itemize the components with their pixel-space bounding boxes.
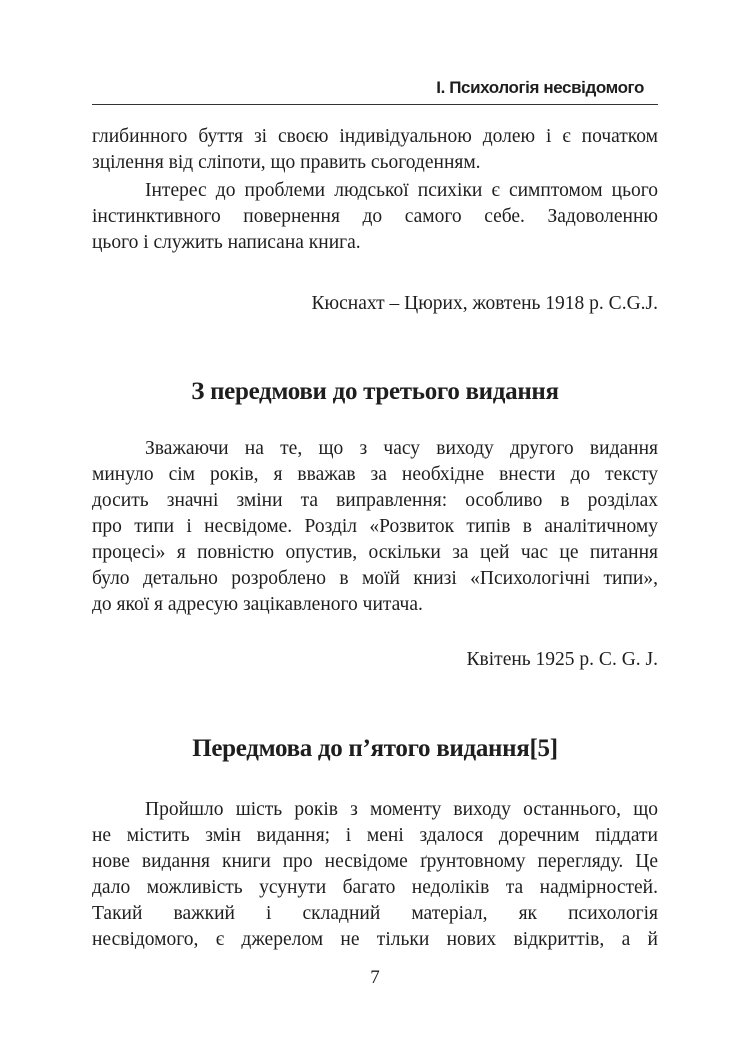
- text-line: нове видання книги про несвідоме ґрунтовному перегляду. Це: [92, 851, 658, 872]
- page-number: 7: [370, 967, 380, 988]
- text-line: про типи і несвідоме. Розділ «Розвиток типів в аналітичному: [92, 516, 658, 537]
- text-line: несвідомого, є джерелом не тільки нових відкриттів, а й: [92, 929, 658, 950]
- text-line: Пройшло шість років з моменту виходу останнього, що: [145, 799, 658, 820]
- signature: Кюснахт – Цюрих, жовтень 1918 р. C.G.J.: [311, 293, 658, 314]
- signature: Квітень 1925 р. C. G. J.: [466, 649, 658, 670]
- text-line: було детально розроблено в моїй книзі «Психологічні типи»,: [92, 568, 658, 589]
- text-line: Такий важкий і складний матеріал, як психологія: [92, 903, 658, 924]
- text-line: дало можливість усунути багато недоліків та надмірностей.: [92, 877, 658, 898]
- section-heading: З передмови до третього видання: [191, 378, 559, 405]
- text-line: цього і служить написана книга.: [92, 232, 361, 253]
- text-line: зцілення від сліпоти, що править сьогоденням.: [92, 152, 481, 173]
- text-line: процесі» я повністю опустив, оскільки за цей час це питання: [92, 542, 658, 563]
- text-line: Інтерес до проблеми людської психіки є симптомом цього: [145, 180, 658, 201]
- text-line: не містить змін видання; і мені здалося доречним піддати: [92, 825, 658, 846]
- text-line: минуло сім років, я вважав за необхідне внести до тексту: [92, 464, 658, 485]
- running-title: І. Психологія несвідомого: [436, 78, 644, 97]
- text-line: інстинктивного повернення до самого себе. Задоволенню: [92, 206, 658, 227]
- section-heading: Передмова до п’ятого видання[5]: [192, 735, 558, 762]
- text-line: досить значні зміни та виправлення: особливо в розділах: [92, 490, 658, 511]
- text-line: до якої я адресую зацікавленого читача.: [92, 594, 423, 615]
- text-line: Зважаючи на те, що з часу виходу другого видання: [145, 438, 658, 459]
- running-header: [92, 68, 658, 105]
- text-line: глибинного буття зі своєю індивідуальною долею і є початком: [92, 126, 658, 147]
